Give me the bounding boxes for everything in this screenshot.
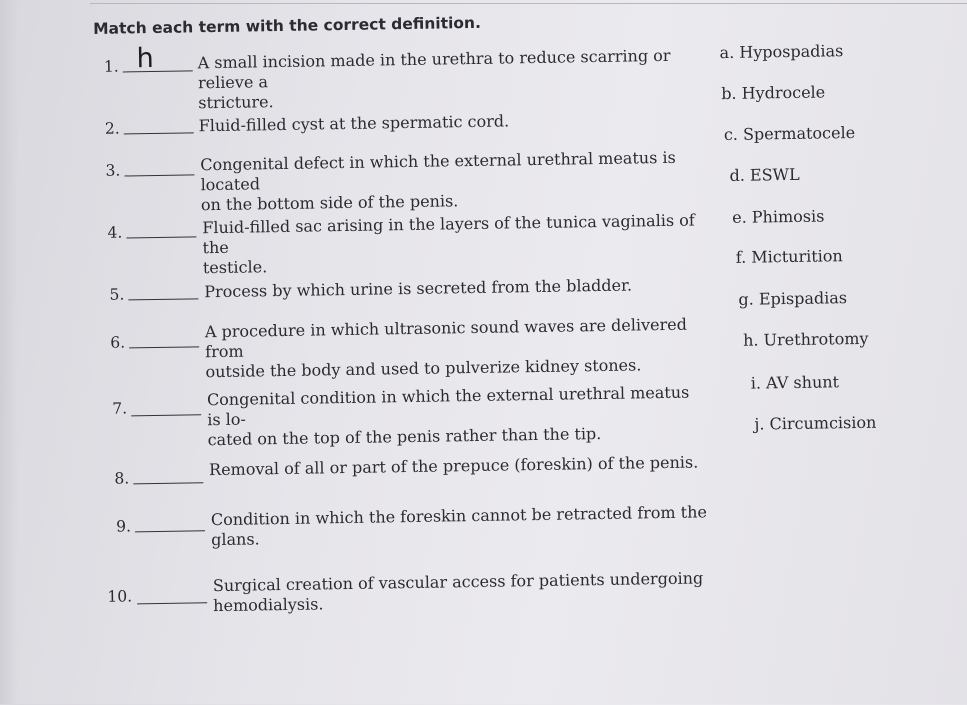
definition-text	[202, 210, 703, 278]
option-g: g. Epispadias	[738, 288, 848, 309]
definition-line: cated on the top of the penis rather than the tip.	[207, 424, 602, 450]
definition-line: Congenital condition in which the external urethral meatus is lo-	[206, 382, 690, 430]
answer-blank[interactable]	[135, 514, 205, 532]
question-number: 9.	[116, 517, 132, 536]
option-e: e. Phimosis	[732, 206, 825, 227]
option-h: h. Urethrotomy	[742, 328, 869, 350]
option-c: c. Spermatocele	[723, 122, 856, 145]
definition-line: outside the body and used to pulverize kidney stones.	[205, 355, 642, 382]
definition-text	[198, 45, 699, 113]
definition-text	[207, 382, 708, 450]
definition-line: Fluid-filled sac arising in the layers of the tunica vaginalis of the	[202, 210, 695, 258]
definition-text	[213, 568, 714, 616]
option-f: f. Micturition	[735, 246, 843, 267]
definition-line: testicle.	[202, 257, 268, 278]
answer-blank[interactable]	[137, 586, 207, 604]
question-number: 2.	[104, 119, 120, 138]
instructions-heading: Match each term with the correct definition.	[92, 13, 482, 38]
question-number: 6.	[110, 333, 126, 352]
definition-line: Fluid-filled cyst at the spermatic cord.	[198, 111, 510, 136]
question-number: 3.	[105, 161, 121, 180]
definition-line: A small incision made in the urethra to reduce scarring or relieve a	[197, 45, 671, 93]
definition-line: Congenital defect in which the external urethral meatus is located	[200, 147, 676, 195]
definition-text	[204, 274, 704, 302]
definition-text	[209, 452, 709, 480]
option-a: a. Hypospadias	[719, 41, 844, 63]
question-number: 4.	[107, 223, 123, 242]
definition-line: Removal of all or part of the prepuce (foreskin) of the penis.	[208, 452, 699, 480]
option-b: b. Hydrocele	[721, 82, 826, 104]
definition-line: Surgical creation of vascular access for patients undergoing	[212, 568, 704, 596]
question-number: 10.	[107, 587, 133, 606]
handwritten-answer: h	[136, 43, 154, 75]
answer-blank[interactable]	[129, 330, 199, 348]
answer-blank[interactable]	[128, 282, 198, 300]
question-number: 5.	[109, 285, 125, 304]
question-number: 1.	[103, 57, 119, 76]
question-number: 8.	[114, 469, 130, 488]
definition-text	[199, 108, 699, 136]
answer-blank[interactable]	[124, 116, 194, 134]
answer-blank[interactable]	[124, 158, 194, 176]
option-j: j. Circumcision	[754, 412, 877, 434]
definition-text	[211, 502, 712, 550]
answer-blank[interactable]	[133, 466, 203, 484]
answer-blank[interactable]	[123, 43, 193, 75]
definition-line: stricture.	[198, 92, 274, 113]
definition-line: Process by which urine is secreted from the bladder.	[204, 275, 633, 302]
definition-line: A procedure in which ultrasonic sound waves are delivered from	[204, 314, 688, 362]
definition-line: Condition in which the foreskin cannot be retracted from the	[210, 502, 708, 530]
option-d: d. ESWL	[729, 164, 800, 185]
answer-blank[interactable]	[126, 220, 196, 238]
definition-line: on the bottom side of the penis.	[200, 191, 459, 215]
definition-line: glans.	[211, 529, 260, 550]
option-i: i. AV shunt	[750, 372, 840, 393]
definition-text	[205, 314, 706, 382]
question-number: 7.	[112, 399, 128, 418]
answer-blank[interactable]	[131, 398, 201, 416]
definition-text	[200, 147, 701, 215]
definition-line: hemodialysis.	[213, 594, 324, 616]
